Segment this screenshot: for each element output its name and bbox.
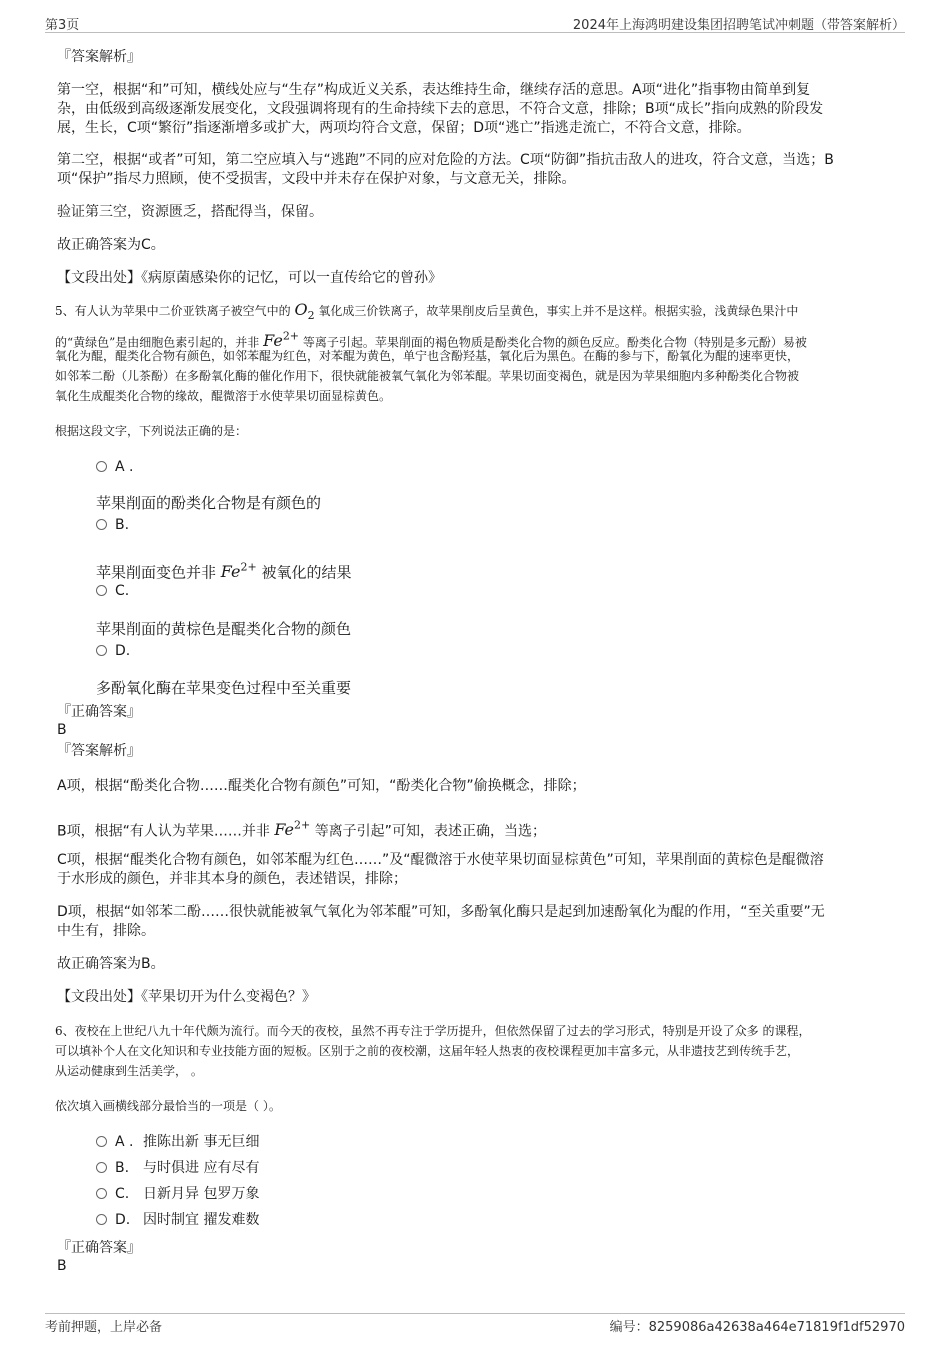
document-title: 2024年上海鸿明建设集团招聘笔试冲刺题（带答案解析）	[572, 18, 905, 33]
q5-answer: B	[57, 722, 67, 738]
q5-analysis-c-line2: 于水形成的颜色，并非其本身的颜色，表述错误，排除；	[57, 871, 407, 887]
q4-conclusion: 故正确答案为C。	[57, 237, 165, 253]
radio-icon[interactable]	[96, 645, 107, 656]
q5-prompt: 根据这段文字，下列说法正确的是：	[55, 424, 248, 438]
radio-icon[interactable]	[96, 1136, 107, 1147]
q6-answer-label: 『正确答案』	[57, 1240, 141, 1256]
q5-option-a[interactable]: A .	[96, 458, 133, 477]
q4-para3: 验证第三空，资源匮乏，搭配得当，保留。	[57, 204, 323, 220]
q6-stem-line1: 6、夜校在上世纪八九十年代颇为流行。而今天的夜校，虽然不再专注于学历提升，但依然保留了过去的学习形式，特别是开设了众多 的课程，	[55, 1024, 811, 1038]
o2-formula: $O_2$	[294, 300, 315, 323]
q5-option-d[interactable]: D.	[96, 642, 130, 661]
q5-analysis-c-line1: C项，根据“醌类化合物有颜色，如邻苯醌为红色……”及“醌微溶于水使苹果切面显棕黄色”可知，苹果削面的黄棕色是醌微溶	[57, 852, 824, 868]
q6-prompt: 依次填入画横线部分最恰当的一项是（ ）。	[55, 1099, 281, 1113]
q5-stem-line3: 氧化为醌，醌类化合物有颜色，如邻苯醌为红色，对苯醌为黄色，单宁也含酚羟基，氧化后为黑色。在酶的参与下，酚氧化为醌的速率更快，	[55, 349, 800, 363]
page-footer	[45, 1313, 905, 1334]
page-header	[45, 12, 905, 33]
q5-option-b-text: 苹果削面变色并非 $Fe^{2+}$ 被氧化的结果	[96, 561, 352, 582]
radio-icon[interactable]	[96, 1188, 107, 1199]
q5-answer-label: 『正确答案』	[57, 704, 141, 720]
q6-stem-line2: 可以填补个人在文化知识和专业技能方面的短板。区别于之前的夜校潮，这届年轻人热衷的夜校课程更加丰富多元，从非遗技艺到传统手艺，	[55, 1044, 800, 1058]
radio-icon[interactable]	[96, 461, 107, 472]
q5-option-d-text: 多酚氧化酶在苹果变色过程中至关重要	[96, 679, 352, 697]
q5-analysis-a: A项，根据“酚类化合物……醌类化合物有颜色”可知，“酚类化合物”偷换概念，排除；	[57, 778, 586, 794]
q5-source: 【文段出处】《苹果切开为什么变褐色？》	[57, 989, 316, 1005]
fe-ion-formula: $Fe^{2+}$	[220, 561, 257, 582]
q4-para2-line2: 项“保护”指尽力照顾，使不受损害，文段中并未存在保护对象，与文意无关，排除。	[57, 171, 576, 187]
q6-answer: B	[57, 1258, 67, 1274]
q6-option-a[interactable]: A . 推陈出新 事无巨细	[96, 1133, 259, 1152]
q5-option-c[interactable]: C.	[96, 582, 129, 601]
q5-option-a-text: 苹果削面的酚类化合物是有颜色的	[96, 494, 322, 512]
q4-para1-line1: 第一空，根据“和”可知，横线处应与“生存”构成近义关系，表达维持生命，继续存活的意思。A项“进化”指事物由简单到复	[57, 82, 811, 98]
q5-stem-line1: 5、有人认为苹果中二价亚铁离子被空气中的 $O_2$ 氧化成三价铁离子，故苹果削皮后呈黄色，事实上并不是这样。根据实验，浅黄绿色果汁中	[55, 300, 799, 323]
q5-analysis-b: B项，根据“有人认为苹果……并非 $Fe^{2+}$ 等离子引起”可知，表述正确，当选；	[57, 819, 546, 840]
fe-ion-formula: $Fe^{2+}$	[274, 819, 311, 840]
q6-stem-line3: 从运动健康到生活美学， 。	[55, 1064, 203, 1078]
document-id: 编号：8259086a42638a464e71819f1df52970	[609, 1320, 905, 1335]
footer-slogan: 考前押题，上岸必备	[45, 1320, 163, 1335]
q5-analysis-d-line1: D项，根据“如邻苯二酚……很快就能被氧气氧化为邻苯醌”可知，多酚氧化酶只是起到加速酚氧化为醌的作用，“至关重要”无	[57, 904, 825, 920]
q4-analysis-label: 『答案解析』	[57, 49, 141, 65]
q5-analysis-label: 『答案解析』	[57, 743, 141, 759]
q4-para2-line1: 第二空，根据“或者”可知，第二空应填入与“逃跑”不同的应对危险的方法。C项“防御”指抗击敌人的进攻，符合文意，当选；B	[57, 152, 834, 168]
page-number: 第3页	[45, 18, 80, 33]
q5-stem-line5: 氧化生成醌类化合物的缘故，醌微溶于水使苹果切面显棕黄色。	[55, 389, 392, 403]
q4-source: 【文段出处】《病原菌感染你的记忆，可以一直传给它的曾孙》	[57, 270, 442, 286]
q6-option-c[interactable]: C. 日新月异 包罗万象	[96, 1185, 259, 1204]
radio-icon[interactable]	[96, 1214, 107, 1225]
q5-option-c-text: 苹果削面的黄棕色是醌类化合物的颜色	[96, 620, 352, 638]
q4-para1-line3: 展，生长，C项“繁衍”指逐渐增多或扩大，两项均符合文意，保留；D项“逃亡”指逃走流亡，不符合文意，排除。	[57, 120, 751, 136]
q5-stem-line2: 的“黄绿色”是由细胞色素引起的，并非 $Fe^{2+}$ 等离子引起。苹果削面的褐色物质是酚类化合物的颜色反应。酚类化合物（特别是多元酚）易被	[55, 330, 807, 351]
fe-ion-formula: $Fe^{2+}$	[263, 330, 300, 351]
q5-conclusion: 故正确答案为B。	[57, 956, 165, 972]
radio-icon[interactable]	[96, 585, 107, 596]
q5-stem-line4: 如邻苯二酚（儿茶酚）在多酚氧化酶的催化作用下，很快就能被氧气氧化为邻苯醌。苹果切面变褐色，就是因为苹果细胞内多种酚类化合物被	[55, 369, 800, 383]
q6-option-b[interactable]: B. 与时俱进 应有尽有	[96, 1159, 259, 1178]
radio-icon[interactable]	[96, 519, 107, 530]
q5-option-b[interactable]: B.	[96, 516, 129, 535]
radio-icon[interactable]	[96, 1162, 107, 1173]
q4-para1-line2: 杂，由低级到高级逐渐发展变化，文段强调将现有的生命持续下去的意思，不符合文意，排除；B项“成长”指向成熟的阶段发	[57, 101, 824, 117]
q6-option-d[interactable]: D. 因时制宜 擢发难数	[96, 1211, 259, 1230]
q5-analysis-d-line2: 中生有，排除。	[57, 923, 155, 939]
